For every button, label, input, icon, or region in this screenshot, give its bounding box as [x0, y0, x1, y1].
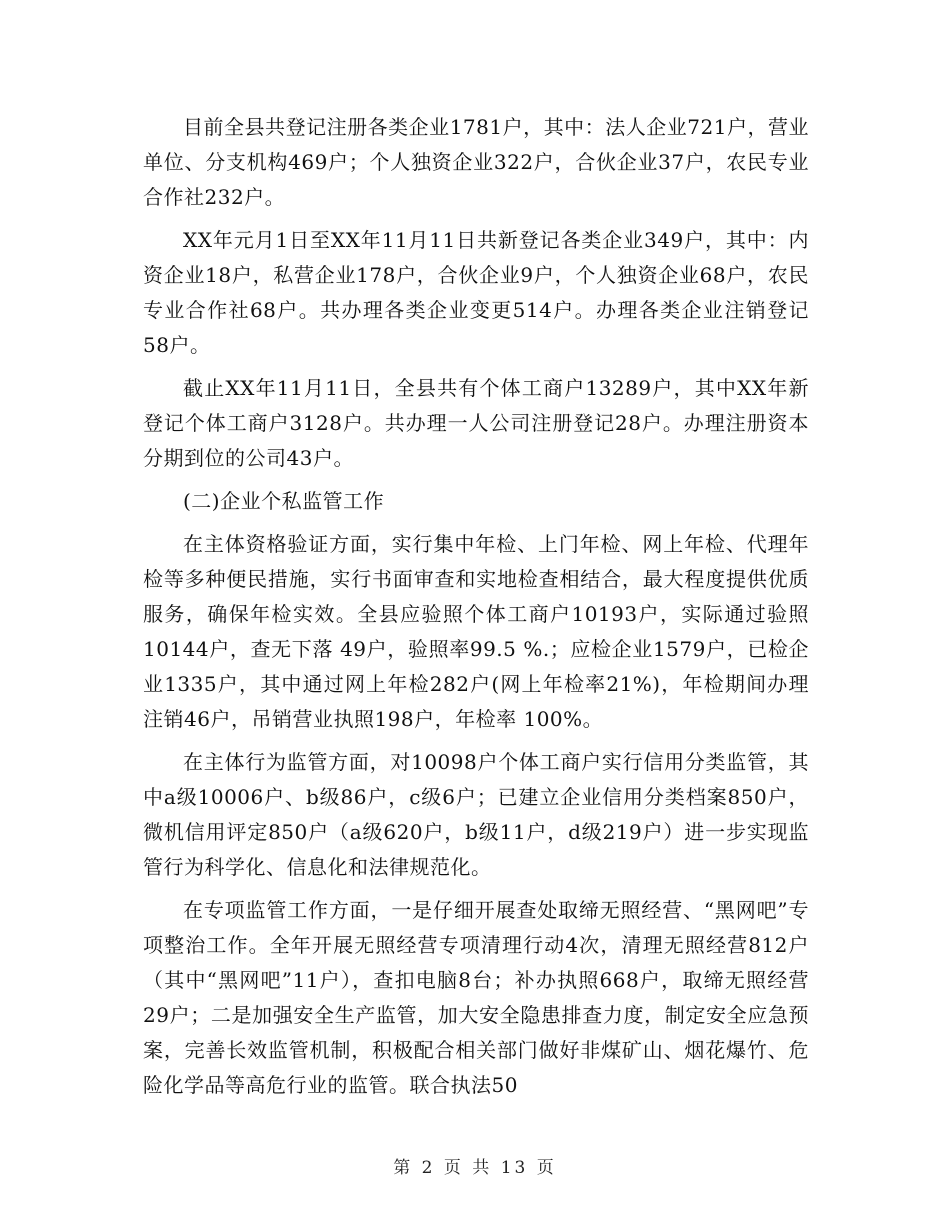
paragraph-special-supervision: 在专项监管工作方面，一是仔细开展查处取缔无照经营、“黑网吧”专项整治工作。全年开展无照经营专项清理行动4次，清理无照经营812户（其中“黑网吧”11户），查扣电脑8台；补办执照668户，取缔无照经营29户；二是加强安全生产监管，加大安全隐患排查力度，制定安全应急预案，完善长效监管机制，积极配合相关部门做好非煤矿山、烟花爆竹、危险化学品等高危行业的监管。联合执法50 [143, 898, 809, 1097]
paragraph-enterprise-totals: 目前全县共登记注册各类企业1781户，其中：法人企业721户，营业单位、分支机构469户；个人独资企业322户，合伙企业37户，农民专业合作社232户。 [143, 115, 809, 209]
document-body [143, 110, 809, 1111]
paragraph-individual-businesses: 截止XX年11月11日，全县共有个体工商户13289户，其中XX年新登记个体工商户3128户。共办理一人公司注册登记28户。办理注册资本分期到位的公司43户。 [143, 376, 809, 470]
paragraph-credit-supervision: 在主体行为监管方面，对10098户个体工商户实行信用分类监管，其中a级10006户、b级86户，c级6户；已建立企业信用分类档案850户，微机信用评定850户（a级620户，b级11户，d级219户）进一步实现监管行为科学化、信息化和法律规范化。 [143, 750, 809, 879]
section-heading: (二)企业个私监管工作 [183, 489, 385, 513]
paragraph-new-registrations: XX年元月1日至XX年11月11日共新登记各类企业349户，其中：内资企业18户，私营企业178户，合伙企业9户，个人独资企业68户，农民专业合作社68户。共办理各类企业变更514户。办理各类企业注销登记58户。 [143, 228, 809, 357]
paragraph-qualification-inspection: 在主体资格验证方面，实行集中年检、上门年检、网上年检、代理年检等多种便民措施，实行书面审查和实地检查相结合，最大程度提供优质服务，确保年检实效。全县应验照个体工商户10193户，实际通过验照10144户，查无下落 49户，验照率99.5 %.；应检企业1579户，已检企业1335户，其中通过网上年检282户(网上年检率21%)，年检期间办理注销46户，吊销营业执照198户，年检率 100%。 [143, 532, 809, 731]
page-number-footer: 第 2 页 共 13 页 [393, 1158, 557, 1178]
